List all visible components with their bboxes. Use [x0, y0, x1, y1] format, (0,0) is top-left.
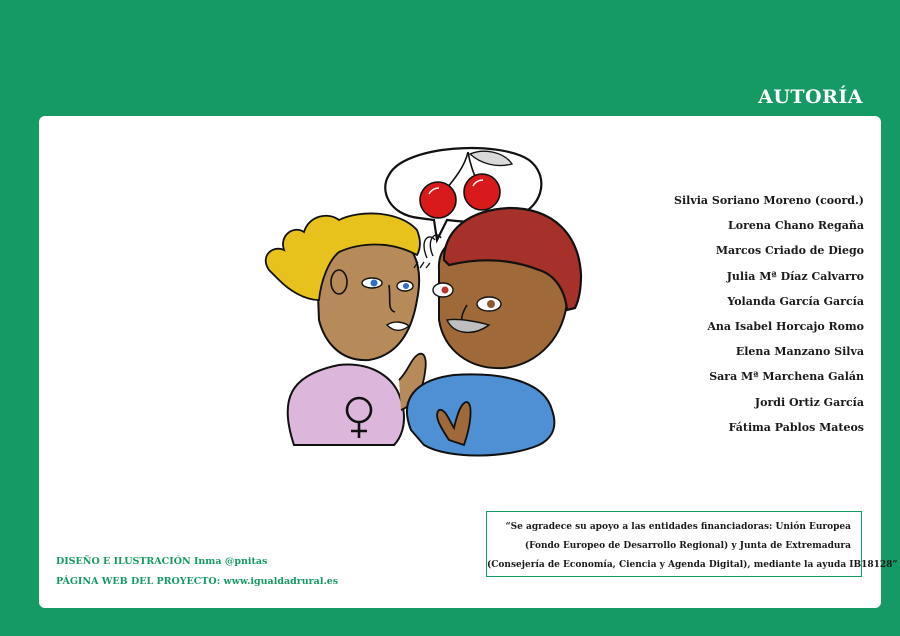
acknowledgement-box — [486, 511, 898, 577]
illustration-two-people-talking — [249, 140, 629, 490]
woman-figure-icon — [266, 213, 430, 445]
content-card — [39, 116, 898, 608]
author-name: Yolanda García García — [727, 294, 864, 308]
author-name: Silvia Soriano Moreno (coord.) — [674, 194, 864, 207]
acknowledgement-line: (Fondo Europeo de Desarrollo Regional) y Junta de Extremadura — [524, 541, 851, 551]
author-name: Marcos Criado de Diego — [715, 244, 864, 258]
man-figure-icon — [407, 208, 581, 456]
author-name: Julia Mª Díaz Calvarro — [726, 269, 864, 283]
author-name: Jordi Ortiz García — [754, 395, 864, 409]
author-name: Elena Manzano Silva — [735, 345, 864, 359]
acknowledgement-line: (Consejería de Economía, Ciencia y Agenda Digital), mediante la ayuda IB18128” — [487, 560, 898, 570]
author-name: Lorena Chano Regaña — [728, 219, 864, 233]
author-list — [674, 194, 864, 446]
credits — [56, 556, 338, 596]
acknowledgement-line: “Se agradece su apoyo a las entidades financiadoras: Unión Europea — [505, 522, 851, 532]
design-credit: DISEÑO E ILUSTRACIÓN Inma @pnitas — [56, 556, 268, 567]
page-title: AUTORÍA — [758, 86, 863, 108]
author-name: Fátima Pablos Mateos — [728, 420, 864, 434]
website-credit: PÁGINA WEB DEL PROYECTO: www.igualdadrural.es — [56, 576, 339, 587]
author-name: Ana Isabel Horcajo Romo — [707, 319, 864, 333]
author-name: Sara Mª Marchena Galán — [709, 370, 864, 384]
